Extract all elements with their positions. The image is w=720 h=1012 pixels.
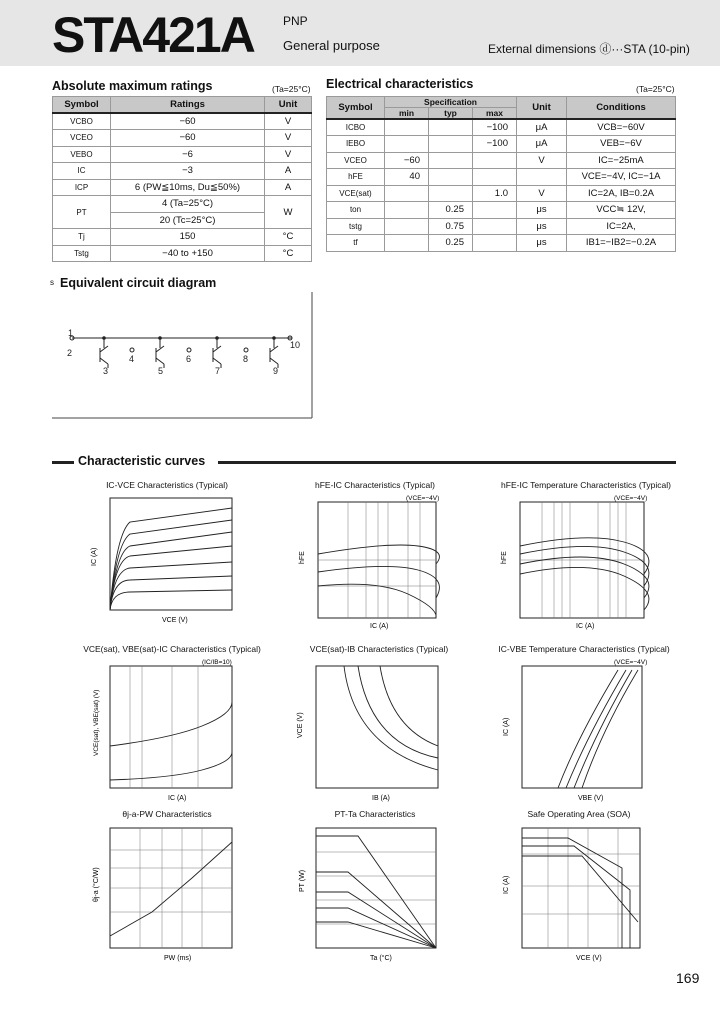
pin-label: 3 bbox=[103, 366, 109, 376]
curves-rule-right bbox=[218, 461, 676, 464]
elec-table bbox=[326, 96, 676, 252]
abs-max-table bbox=[52, 96, 312, 262]
axis-label: θj-a (°C/W) bbox=[93, 867, 100, 902]
chart-title: VCE(sat), VBE(sat)-IC Characteristics (Typical) bbox=[83, 644, 261, 654]
table-row: Tstg −40 to +150 °C bbox=[53, 245, 312, 262]
col-conditions: Conditions bbox=[567, 97, 676, 120]
chart-title: hFE-IC Characteristics (Typical) bbox=[315, 480, 435, 490]
chart-vcesat-vbesat-ic bbox=[92, 656, 242, 806]
chart-title: IC-VCE Characteristics (Typical) bbox=[106, 480, 228, 490]
table-row: ICBO −100 μA VCB=−60V bbox=[327, 119, 676, 136]
col-specification: Specification bbox=[385, 97, 517, 108]
pin-label: 8 bbox=[243, 354, 249, 364]
table-row: PT 4 (Ta=25°C) W bbox=[53, 196, 312, 213]
pin-label: 4 bbox=[129, 354, 135, 364]
table-row: VCEO −60 V IC=−25mA bbox=[327, 152, 676, 169]
circuit-bullet: s bbox=[50, 278, 54, 287]
pin-label: 10 bbox=[290, 340, 301, 350]
axis-label: VBE (V) bbox=[578, 795, 604, 802]
chart-title: VCE(sat)-IB Characteristics (Typical) bbox=[309, 644, 449, 654]
axis-label: IC (A) bbox=[370, 623, 389, 630]
axis-label: IC (A) bbox=[503, 717, 510, 736]
axis-label: IC (A) bbox=[503, 875, 510, 894]
col-symbol: Symbol bbox=[327, 97, 385, 120]
chart-title: Safe Operating Area (SOA) bbox=[527, 809, 631, 819]
table-row: 20 (Tc=25°C) bbox=[53, 212, 312, 229]
chart-note: (VCE=−4V) bbox=[614, 659, 648, 666]
plot-frame bbox=[110, 666, 232, 788]
col-max: max bbox=[473, 108, 517, 120]
chart-ic-vce bbox=[90, 494, 240, 624]
col-min: min bbox=[385, 108, 429, 120]
axis-label: VCE (V) bbox=[162, 617, 188, 624]
chart-title: IC-VBE Temperature Characteristics (Typical) bbox=[498, 644, 670, 654]
pin-label: 1 bbox=[68, 328, 74, 338]
axis-label: Ta (°C) bbox=[370, 955, 392, 962]
pin-label: 5 bbox=[158, 366, 164, 376]
part-number: STA421A bbox=[52, 7, 254, 63]
col-ratings: Ratings bbox=[111, 97, 265, 114]
elec-condition: (Ta=25°C) bbox=[636, 84, 675, 94]
abs-max-condition: (Ta=25°C) bbox=[272, 84, 311, 94]
table-row: tf 0.25 μs IB1=−IB2=−0.2A bbox=[327, 235, 676, 252]
col-unit: Unit bbox=[517, 97, 567, 120]
abs-max-title: Absolute maximum ratings bbox=[52, 79, 213, 93]
equivalent-circuit-diagram bbox=[52, 292, 314, 420]
pin-label: 9 bbox=[273, 366, 279, 376]
table-row: hFE 40 VCE=−4V, IC=−1A bbox=[327, 169, 676, 186]
curves-title: Characteristic curves bbox=[78, 454, 206, 468]
table-row: ICP 6 (PW≦10ms, Du≦50%) A bbox=[53, 179, 312, 196]
chart-note: (VCE=−4V) bbox=[614, 495, 648, 502]
external-dimensions: External dimensions ⓓ···STA (10-pin) bbox=[488, 42, 690, 56]
axis-label: VCE (V) bbox=[576, 955, 602, 962]
axis-label: IB (A) bbox=[372, 795, 390, 802]
table-row: VEBO −6 V bbox=[53, 146, 312, 163]
table-row: ton 0.25 μs VCC≒ 12V, bbox=[327, 202, 676, 219]
table-row: tstg 0.75 μs IC=2A, bbox=[327, 218, 676, 235]
axis-label: IC (A) bbox=[576, 623, 595, 630]
table-row: Tj 150 °C bbox=[53, 229, 312, 246]
col-symbol: Symbol bbox=[53, 97, 111, 114]
table-row: IEBO −100 μA VEB=−6V bbox=[327, 136, 676, 153]
axis-label: IC (A) bbox=[168, 795, 187, 802]
chart-note: (VCE=−4V) bbox=[406, 495, 440, 502]
elec-title: Electrical characteristics bbox=[326, 77, 474, 91]
chart-theta-pw bbox=[92, 822, 242, 966]
pin-label: 7 bbox=[215, 366, 221, 376]
axis-label: VCE (V) bbox=[297, 712, 304, 738]
pin-label: 6 bbox=[186, 354, 192, 364]
device-purpose: General purpose bbox=[283, 38, 380, 53]
chart-pt-ta bbox=[298, 822, 448, 966]
page-number: 169 bbox=[676, 970, 700, 986]
axis-label: hFE bbox=[501, 551, 508, 564]
chart-soa bbox=[498, 822, 658, 966]
axis-label: VCE(sat), VBE(sat) (V) bbox=[93, 689, 100, 756]
pin-label: 2 bbox=[67, 348, 73, 358]
chart-note: (IC/IB=10) bbox=[202, 659, 232, 666]
axis-label: PW (ms) bbox=[164, 955, 192, 962]
col-typ: typ bbox=[429, 108, 473, 120]
device-type: PNP bbox=[283, 14, 308, 28]
plot-frame bbox=[316, 666, 438, 788]
chart-title: PT-Ta Characteristics bbox=[334, 809, 416, 819]
axis-label: PT (W) bbox=[299, 869, 306, 892]
col-unit: Unit bbox=[265, 97, 312, 114]
chart-hfe-ic-temp bbox=[498, 494, 658, 628]
chart-title: hFE-IC Temperature Characteristics (Typical) bbox=[501, 480, 671, 490]
plot-frame bbox=[110, 498, 232, 610]
chart-ic-vbe-temp bbox=[498, 656, 658, 806]
axis-label: IC (A) bbox=[91, 547, 98, 566]
table-row: VCE(sat) 1.0 V IC=2A, IB=0.2A bbox=[327, 185, 676, 202]
curves-rule-left bbox=[52, 461, 74, 464]
table-row: VCBO −60 V bbox=[53, 113, 312, 130]
table-row: IC −3 A bbox=[53, 163, 312, 180]
axis-label: hFE bbox=[299, 551, 306, 564]
table-row: VCEO −60 V bbox=[53, 130, 312, 147]
chart-title: θj-a-PW Characteristics bbox=[122, 809, 212, 819]
chart-hfe-ic bbox=[298, 494, 448, 628]
chart-vcesat-ib bbox=[298, 658, 448, 806]
circuit-title: Equivalent circuit diagram bbox=[60, 276, 217, 290]
